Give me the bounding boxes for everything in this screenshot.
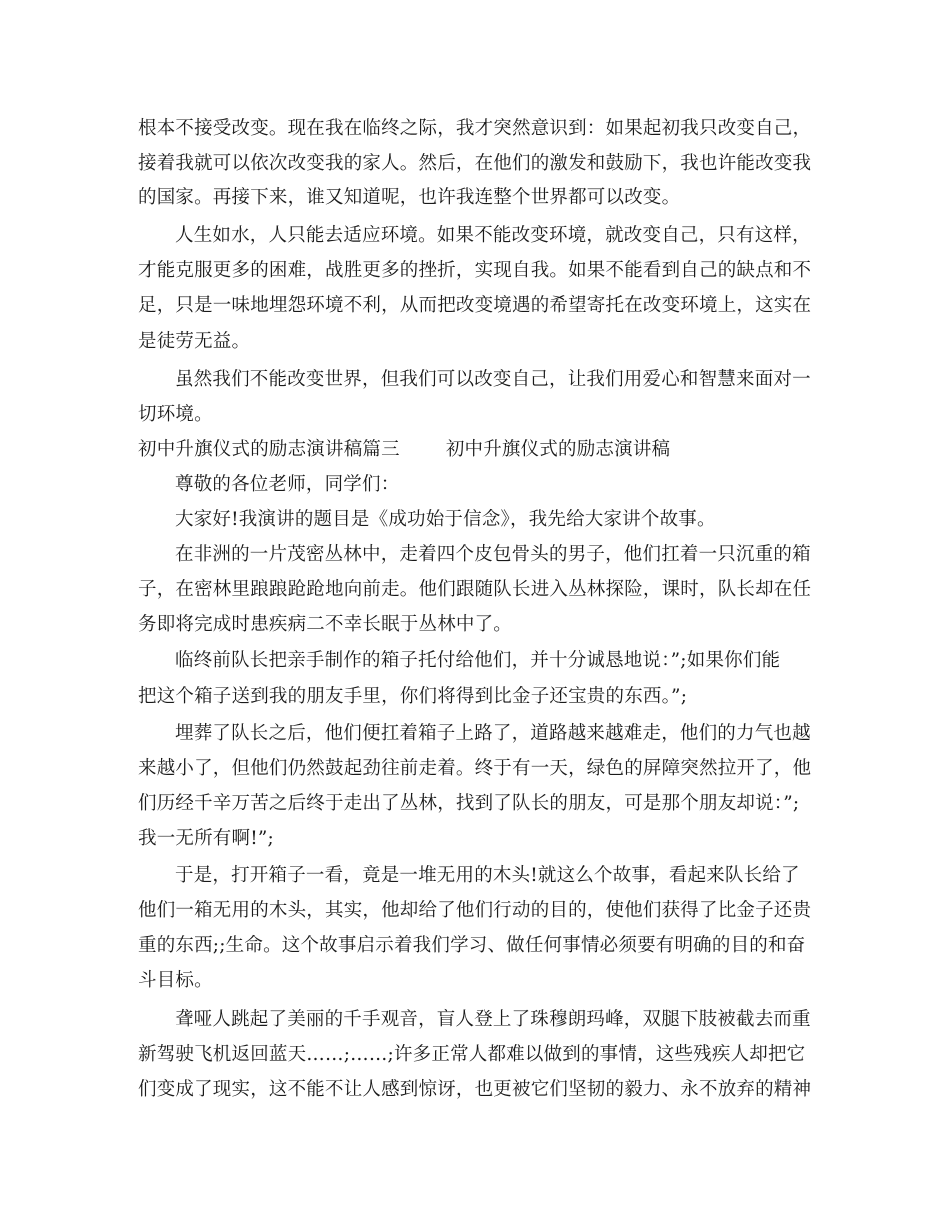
text-line: 重的东西;;生命。这个故事启示着我们学习、做任何事情必须要有明确的目的和奋 — [138, 935, 806, 956]
text-line: 是徒劳无益。 — [138, 331, 251, 352]
section-title: 初中升旗仪式的励志演讲稿 — [445, 439, 671, 460]
text-line: 大家好!我演讲的题目是《成功始于信念》，我先给大家讲个故事。 — [175, 509, 716, 530]
text-line: 临终前队长把亲手制作的箱子托付给他们，并十分诚恳地说：”;如果你们能 — [175, 650, 781, 671]
text-line: 人生如水，人只能去适应环境。如果不能改变环境，就改变自己，只有这样， — [175, 225, 811, 246]
text-line: 虽然我们不能改变世界，但我们可以改变自己，让我们用爱心和智慧来面对一 — [175, 369, 811, 390]
greeting-line: 尊敬的各位老师，同学们： — [175, 474, 400, 495]
text-line: 在非洲的一片茂密丛林中，走着四个皮包骨头的男子，他们扛着一只沉重的箱 — [175, 544, 811, 565]
text-line: 埋葬了队长之后，他们便扛着箱子上路了，道路越来越难走，他们的力气也越 — [175, 723, 811, 744]
text-line: 把这个箱子送到我的朋友手里，你们将得到比金子还宝贵的东西。”; — [138, 686, 688, 707]
text-line: 他们一箱无用的木头，其实，他却给了他们行动的目的，使他们获得了比金子还贵 — [138, 900, 812, 921]
text-line: 切环境。 — [138, 404, 213, 425]
text-line: 我一无所有啊!”; — [138, 828, 274, 849]
text-line: 接着我就可以依次改变我的家人。然后，在他们的激发和鼓励下，我也许能改变我 — [138, 153, 812, 174]
text-line: 斗目标。 — [138, 970, 213, 991]
text-line: 新驾驶飞机返回蓝天……;……;许多正常人都难以做到的事情，这些残疾人却把它 — [138, 1044, 806, 1065]
text-line: 们变成了现实，这不能不让人感到惊讶，也更被它们坚韧的毅力、永不放弃的精神 — [138, 1079, 812, 1100]
text-line: 子，在密林里踉踉跄跄地向前走。他们跟随队长进入丛林探险，课时，队长却在任 — [138, 579, 812, 600]
text-line: 才能克服更多的困难，战胜更多的挫折，实现自我。如果不能看到自己的缺点和不 — [138, 260, 812, 281]
text-line: 根本不接受改变。现在我在临终之际，我才突然意识到：如果起初我只改变自己， — [138, 118, 812, 139]
text-line: 务即将完成时患疾病二不幸长眠于丛林中了。 — [138, 614, 513, 635]
section-heading-label: 初中升旗仪式的励志演讲稿篇三 — [138, 439, 400, 460]
text-line: 足，只是一味地埋怨环境不利，从而把改变境遇的希望寄托在改变环境上，这实在 — [138, 295, 812, 316]
text-line: 的国家。再接下来，谁又知道呢，也许我连整个世界都可以改变。 — [138, 187, 681, 208]
text-line: 于是，打开箱子一看，竟是一堆无用的木头!就这么个故事，看起来队长给了 — [175, 865, 800, 886]
text-line: 们历经千辛万苦之后终于走出了丛林，找到了队长的朋友，可是那个朋友却说：”; — [138, 793, 800, 814]
text-line: 来越小了，但他们仍然鼓起劲往前走着。终于有一天，绿色的屏障突然拉开了，他 — [138, 758, 812, 779]
section-heading — [138, 438, 670, 462]
text-line: 聋哑人跳起了美丽的千手观音，盲人登上了珠穆朗玛峰，双腿下肢被截去而重 — [175, 1009, 811, 1030]
